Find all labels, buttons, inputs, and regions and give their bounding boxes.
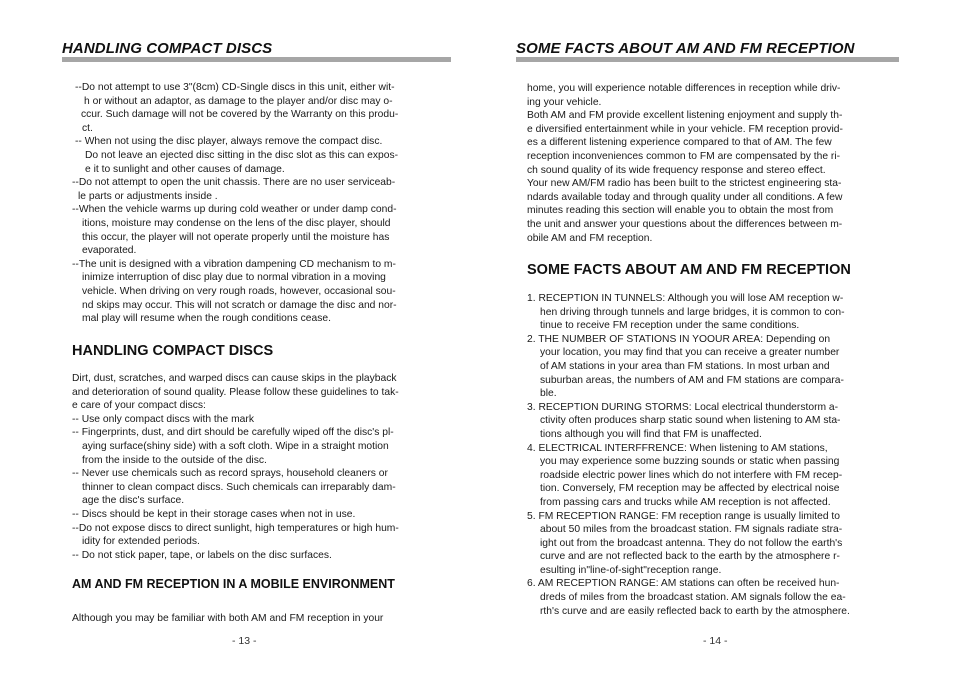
care-line: Dirt, dust, scratches, and warped discs can cause skips in the playback	[72, 373, 397, 384]
warning-line: e it to sunlight and other causes of damage.	[85, 163, 285, 175]
intro-line: Although you may be familiar with both AM and FM reception in your	[72, 613, 384, 624]
fact-line: ight out from the broadcast antenna. They do not follow the earth's	[540, 537, 843, 549]
continuation-block	[527, 82, 843, 245]
warning-line: itions, moisture may condense on the lens of the disc player, should	[82, 217, 391, 229]
fact-line: esulting in"line-of-sight"reception range.	[540, 564, 722, 576]
fact-line: 2. THE NUMBER OF STATIONS IN YOOUR AREA: Depending on	[527, 333, 831, 345]
continuation-line: ing your vehicle.	[527, 96, 602, 108]
care-line: age the disc's surface.	[82, 495, 185, 507]
warning-line: Do not leave an ejected disc sitting in the disc slot as this can expos-	[85, 149, 399, 161]
fact-line: dreds of miles from the broadcast station. AM signals follow the ea-	[540, 592, 846, 604]
am-fm-mobile-title: AM AND FM RECEPTION IN A MOBILE ENVIRONMENT	[72, 577, 395, 591]
care-line: from the inside to the outside of the disc.	[82, 454, 267, 466]
fact-line: hen driving through tunnels and large bridges, it is common to con-	[540, 306, 845, 318]
left-page-header: HANDLING COMPACT DISCS	[62, 40, 273, 57]
fact-line: curve and are not reflected back to the earth by the atmosphere r-	[540, 551, 840, 563]
warning-line: ccur. Such damage will not be covered by the Warranty on this produ-	[81, 109, 399, 121]
handling-discs-title: HANDLING COMPACT DISCS	[72, 343, 274, 359]
fact-line: about 50 miles from the broadcast station. FM signals radiate stra-	[540, 524, 843, 536]
continuation-line: the unit and answer your questions about the differences between m-	[527, 218, 843, 230]
fact-line: your location, you may find that you can receive a greater number	[540, 347, 840, 359]
care-line: -- Discs should be kept in their storage cases when not in use.	[72, 508, 356, 520]
warning-line: --The unit is designed with a vibration dampening CD mechanism to m-	[72, 258, 396, 270]
care-line: thinner to clean compact discs. Such chemicals can irreparably dam-	[82, 481, 396, 493]
right-header-rule	[516, 57, 899, 62]
warning-line: this occur, the player will not operate properly until the moisture has	[82, 231, 390, 243]
disc-care-block	[72, 372, 399, 562]
disc-warnings-block	[72, 81, 398, 326]
right-page	[477, 0, 954, 675]
fact-line: 1. RECEPTION IN TUNNELS: Although you will lose AM reception w-	[527, 293, 844, 304]
warning-line: h or without an adaptor, as damage to the player and/or disc may o-	[84, 95, 393, 107]
fact-line: tions although you will find that FM is unaffected.	[540, 428, 762, 440]
warning-line: -- When not using the disc player, always remove the compact disc.	[75, 136, 383, 148]
care-line: -- Fingerprints, dust, and dirt should be carefully wiped off the disc's pl-	[72, 427, 394, 439]
fact-line: ctivity often produces sharp static sound when listening to AM sta-	[540, 415, 841, 427]
fact-line: rth's curve and are easily reflected back to earth by the atmosphere.	[540, 605, 850, 617]
warning-line: --Do not attempt to use 3"(8cm) CD-Single discs in this unit, either wit-	[75, 82, 395, 93]
care-line: -- Use only compact discs with the mark	[72, 413, 254, 425]
fact-line: roadside electric power lines which do not interfere with FM recep-	[540, 469, 843, 481]
care-line: e care of your compact discs:	[72, 400, 206, 412]
left-header-rule	[62, 57, 451, 62]
continuation-line: Your new AM/FM radio has been built to the strictest engineering sta-	[527, 178, 842, 190]
continuation-line: obile AM and FM reception.	[527, 232, 653, 244]
fact-line: 6. AM RECEPTION RANGE: AM stations can often be received hun-	[527, 578, 840, 590]
care-line: -- Never use chemicals such as record sprays, household cleaners or	[72, 468, 388, 480]
continuation-line: es a different listening experience compared to that of AM. The few	[527, 137, 832, 149]
fact-line: tinue to receive FM reception under the same conditions.	[540, 320, 800, 332]
fact-line: 5. FM RECEPTION RANGE: FM reception range is usually limited to	[527, 510, 841, 522]
reception-facts-list	[527, 292, 850, 618]
fact-line: 3. RECEPTION DURING STORMS: Local electrical thunderstorm a-	[527, 401, 839, 413]
fact-line: 4. ELECTRICAL INTERFFRENCE: When listening to AM stations,	[527, 442, 828, 454]
continuation-line: ch sound quality of its wide frequency response and stereo effect.	[527, 164, 826, 176]
warning-line: --When the vehicle warms up during cold weather or under damp cond-	[72, 204, 397, 216]
fact-line: ble.	[540, 388, 557, 400]
page-number-14: - 14 -	[703, 635, 728, 647]
right-page-header: SOME FACTS ABOUT AM AND FM RECEPTION	[516, 40, 855, 57]
warning-line: inimize interruption of disc play due to normal vibration in a moving	[82, 272, 386, 284]
reception-intro-block	[72, 612, 383, 626]
fact-line: of AM stations in your area than FM stations. In most urban and	[540, 360, 830, 372]
warning-line: ct.	[82, 122, 93, 134]
page-number-13: - 13 -	[232, 635, 257, 647]
fact-line: you may experience some buzzing sounds or static when passing	[540, 456, 840, 468]
care-line: -- Do not stick paper, tape, or labels on the disc surfaces.	[72, 549, 332, 561]
reception-facts-title: SOME FACTS ABOUT AM AND FM RECEPTION	[527, 262, 851, 278]
warning-line: vehicle. When driving on very rough roads, however, occasional sou-	[82, 285, 396, 297]
continuation-line: e diversified entertainment while in your vehicle. FM reception provid-	[527, 123, 843, 135]
fact-line: suburban areas, the numbers of AM and FM stations are compara-	[540, 374, 844, 386]
fact-line: tion. Conversely, FM reception may be affected by electrical noise	[540, 483, 840, 495]
warning-line: le parts or adjustments inside .	[78, 190, 218, 202]
warning-line: --Do not attempt to open the unit chassis. There are no user serviceab-	[72, 177, 396, 189]
fact-line: from passing cars and trucks while AM reception is not affected.	[540, 496, 831, 508]
care-line: --Do not expose discs to direct sunlight, high temperatures or high hum-	[72, 522, 399, 534]
continuation-line: ndards available today and through quality under all conditions. A few	[527, 191, 843, 203]
care-line: aying surface(shiny side) with a soft cloth. Wipe in a straight motion	[82, 440, 389, 452]
continuation-line: minutes reading this section will enable you to obtain the most from	[527, 205, 834, 217]
continuation-line: Both AM and FM provide excellent listening enjoyment and supply th-	[527, 110, 843, 122]
warning-line: nd skips may occur. This will not scratch or damage the disc and nor-	[82, 299, 397, 311]
continuation-line: reception inconveniences common to FM are compensated by the ri-	[527, 150, 841, 162]
continuation-line: home, you will experience notable differences in reception while driv-	[527, 83, 841, 94]
warning-line: evaporated.	[82, 245, 137, 257]
warning-line: mal play will resume when the rough conditions cease.	[82, 313, 331, 325]
care-line: and deterioration of sound quality. Please follow these guidelines to tak-	[72, 386, 399, 398]
care-line: idity for extended periods.	[82, 536, 200, 548]
